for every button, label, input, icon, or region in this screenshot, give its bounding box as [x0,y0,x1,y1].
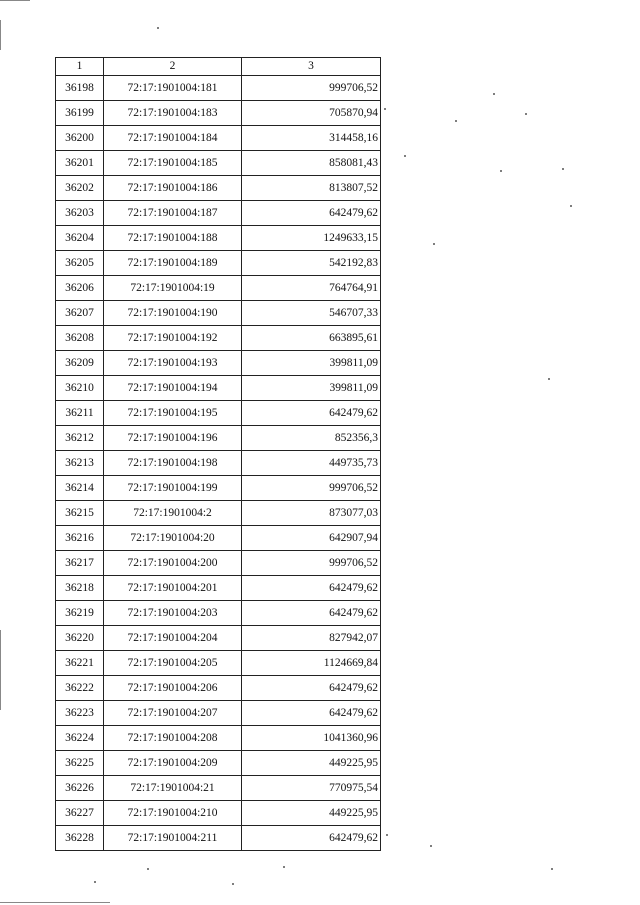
table-row [56,76,381,101]
cadastral-number-cell: 72:17:1901004:189 [104,251,242,276]
cadastral-number-cell: 72:17:1901004:193 [104,351,242,376]
scan-speck [283,866,285,868]
table-row [56,426,381,451]
row-number-cell: 36208 [56,326,104,351]
cadastral-value-cell: 1249633,15 [242,226,381,251]
scan-speck [493,93,495,95]
table-row [56,651,381,676]
scan-edge-mark [0,902,110,903]
cadastral-value-cell: 449735,73 [242,451,381,476]
row-number-cell: 36217 [56,551,104,576]
table-row [56,376,381,401]
row-number-cell: 36226 [56,776,104,801]
row-number-cell: 36202 [56,176,104,201]
cadastral-value-cell: 314458,16 [242,126,381,151]
table-row [56,226,381,251]
cadastral-value-cell: 399811,09 [242,351,381,376]
cadastral-value-cell: 642479,62 [242,826,381,851]
cadastral-number-cell: 72:17:1901004:211 [104,826,242,851]
column-header-3: 3 [242,58,381,76]
cadastral-number-cell: 72:17:1901004:207 [104,701,242,726]
cadastral-value-cell: 999706,52 [242,551,381,576]
cadastral-value-table [55,57,381,851]
cadastral-value-cell: 546707,33 [242,301,381,326]
scan-speck [147,868,149,870]
cadastral-value-cell: 858081,43 [242,151,381,176]
cadastral-value-cell: 852356,3 [242,426,381,451]
cadastral-number-cell: 72:17:1901004:205 [104,651,242,676]
cadastral-value-cell: 764764,91 [242,276,381,301]
table-row [56,801,381,826]
row-number-cell: 36219 [56,601,104,626]
table-row [56,151,381,176]
row-number-cell: 36228 [56,826,104,851]
cadastral-value-cell: 827942,07 [242,626,381,651]
scan-speck [562,168,564,170]
table-row [56,326,381,351]
cadastral-number-cell: 72:17:1901004:192 [104,326,242,351]
cadastral-value-cell: 399811,09 [242,376,381,401]
cadastral-number-cell: 72:17:1901004:185 [104,151,242,176]
cadastral-number-cell: 72:17:1901004:196 [104,426,242,451]
cadastral-value-cell: 813807,52 [242,176,381,201]
table-row [56,476,381,501]
table-row [56,626,381,651]
table-row [56,601,381,626]
cadastral-value-cell: 770975,54 [242,776,381,801]
row-number-cell: 36200 [56,126,104,151]
cadastral-value-cell: 999706,52 [242,476,381,501]
table-row [56,176,381,201]
table-row [56,701,381,726]
row-number-cell: 36206 [56,276,104,301]
table-row [56,251,381,276]
cadastral-value-cell: 642479,62 [242,676,381,701]
cadastral-number-cell: 72:17:1901004:200 [104,551,242,576]
cadastral-value-cell: 873077,03 [242,501,381,526]
row-number-cell: 36218 [56,576,104,601]
cadastral-number-cell: 72:17:1901004:181 [104,76,242,101]
cadastral-value-cell: 705870,94 [242,101,381,126]
scan-speck [548,378,550,380]
row-number-cell: 36220 [56,626,104,651]
cadastral-number-cell: 72:17:1901004:20 [104,526,242,551]
table-row [56,726,381,751]
cadastral-number-cell: 72:17:1901004:195 [104,401,242,426]
scan-speck [94,881,96,883]
cadastral-number-cell: 72:17:1901004:21 [104,776,242,801]
cadastral-number-cell: 72:17:1901004:204 [104,626,242,651]
scan-speck [525,113,527,115]
scan-speck [500,170,502,172]
cadastral-value-cell: 663895,61 [242,326,381,351]
cadastral-number-cell: 72:17:1901004:183 [104,101,242,126]
table-row [56,751,381,776]
cadastral-value-cell: 999706,52 [242,76,381,101]
row-number-cell: 36201 [56,151,104,176]
table-row [56,576,381,601]
cadastral-number-cell: 72:17:1901004:199 [104,476,242,501]
cadastral-number-cell: 72:17:1901004:188 [104,226,242,251]
cadastral-number-cell: 72:17:1901004:208 [104,726,242,751]
scan-edge-mark [0,0,30,1]
table-row [56,101,381,126]
table-row [56,451,381,476]
row-number-cell: 36222 [56,676,104,701]
row-number-cell: 36216 [56,526,104,551]
row-number-cell: 36207 [56,301,104,326]
cadastral-value-cell: 642479,62 [242,201,381,226]
cadastral-number-cell: 72:17:1901004:187 [104,201,242,226]
row-number-cell: 36210 [56,376,104,401]
row-number-cell: 36203 [56,201,104,226]
row-number-cell: 36225 [56,751,104,776]
cadastral-value-cell: 449225,95 [242,801,381,826]
row-number-cell: 36204 [56,226,104,251]
row-number-cell: 36214 [56,476,104,501]
table-row [56,126,381,151]
table-body [56,76,381,851]
table-row [56,301,381,326]
cadastral-number-cell: 72:17:1901004:184 [104,126,242,151]
cadastral-value-cell: 642907,94 [242,526,381,551]
scan-speck [430,845,432,847]
cadastral-number-cell: 72:17:1901004:194 [104,376,242,401]
row-number-cell: 36205 [56,251,104,276]
cadastral-number-cell: 72:17:1901004:2 [104,501,242,526]
column-header-1: 1 [56,58,104,76]
cadastral-number-cell: 72:17:1901004:209 [104,751,242,776]
row-number-cell: 36212 [56,426,104,451]
scan-edge-mark [0,20,1,50]
row-number-cell: 36213 [56,451,104,476]
row-number-cell: 36198 [56,76,104,101]
cadastral-value-cell: 449225,95 [242,751,381,776]
table-row [56,276,381,301]
table-row [56,676,381,701]
row-number-cell: 36209 [56,351,104,376]
scan-speck [570,205,572,207]
table-row [56,201,381,226]
scan-edge-mark [0,630,1,710]
row-number-cell: 36227 [56,801,104,826]
table-row [56,526,381,551]
row-number-cell: 36199 [56,101,104,126]
row-number-cell: 36224 [56,726,104,751]
row-number-cell: 36221 [56,651,104,676]
table-row [56,351,381,376]
row-number-cell: 36215 [56,501,104,526]
cadastral-number-cell: 72:17:1901004:190 [104,301,242,326]
cadastral-number-cell: 72:17:1901004:19 [104,276,242,301]
scan-speck [157,27,159,29]
table-header [56,58,381,76]
cadastral-value-cell: 542192,83 [242,251,381,276]
table-row [56,401,381,426]
scan-speck [455,120,457,122]
table-row [56,776,381,801]
header-row [56,58,381,76]
table-row [56,501,381,526]
cadastral-number-cell: 72:17:1901004:203 [104,601,242,626]
cadastral-number-cell: 72:17:1901004:206 [104,676,242,701]
table-row [56,551,381,576]
row-number-cell: 36211 [56,401,104,426]
cadastral-value-cell: 1124669,84 [242,651,381,676]
scan-speck [551,868,553,870]
cadastral-number-cell: 72:17:1901004:210 [104,801,242,826]
column-header-2: 2 [104,58,242,76]
cadastral-value-cell: 642479,62 [242,401,381,426]
scan-speck [384,108,386,110]
table-row [56,826,381,851]
cadastral-number-cell: 72:17:1901004:186 [104,176,242,201]
scan-speck [386,834,388,836]
scan-speck [404,155,406,157]
cadastral-value-cell: 642479,62 [242,601,381,626]
cadastral-value-cell: 642479,62 [242,701,381,726]
scan-speck [433,243,435,245]
row-number-cell: 36223 [56,701,104,726]
scan-speck [232,883,234,885]
cadastral-value-cell: 1041360,96 [242,726,381,751]
cadastral-value-cell: 642479,62 [242,576,381,601]
cadastral-number-cell: 72:17:1901004:198 [104,451,242,476]
cadastral-number-cell: 72:17:1901004:201 [104,576,242,601]
